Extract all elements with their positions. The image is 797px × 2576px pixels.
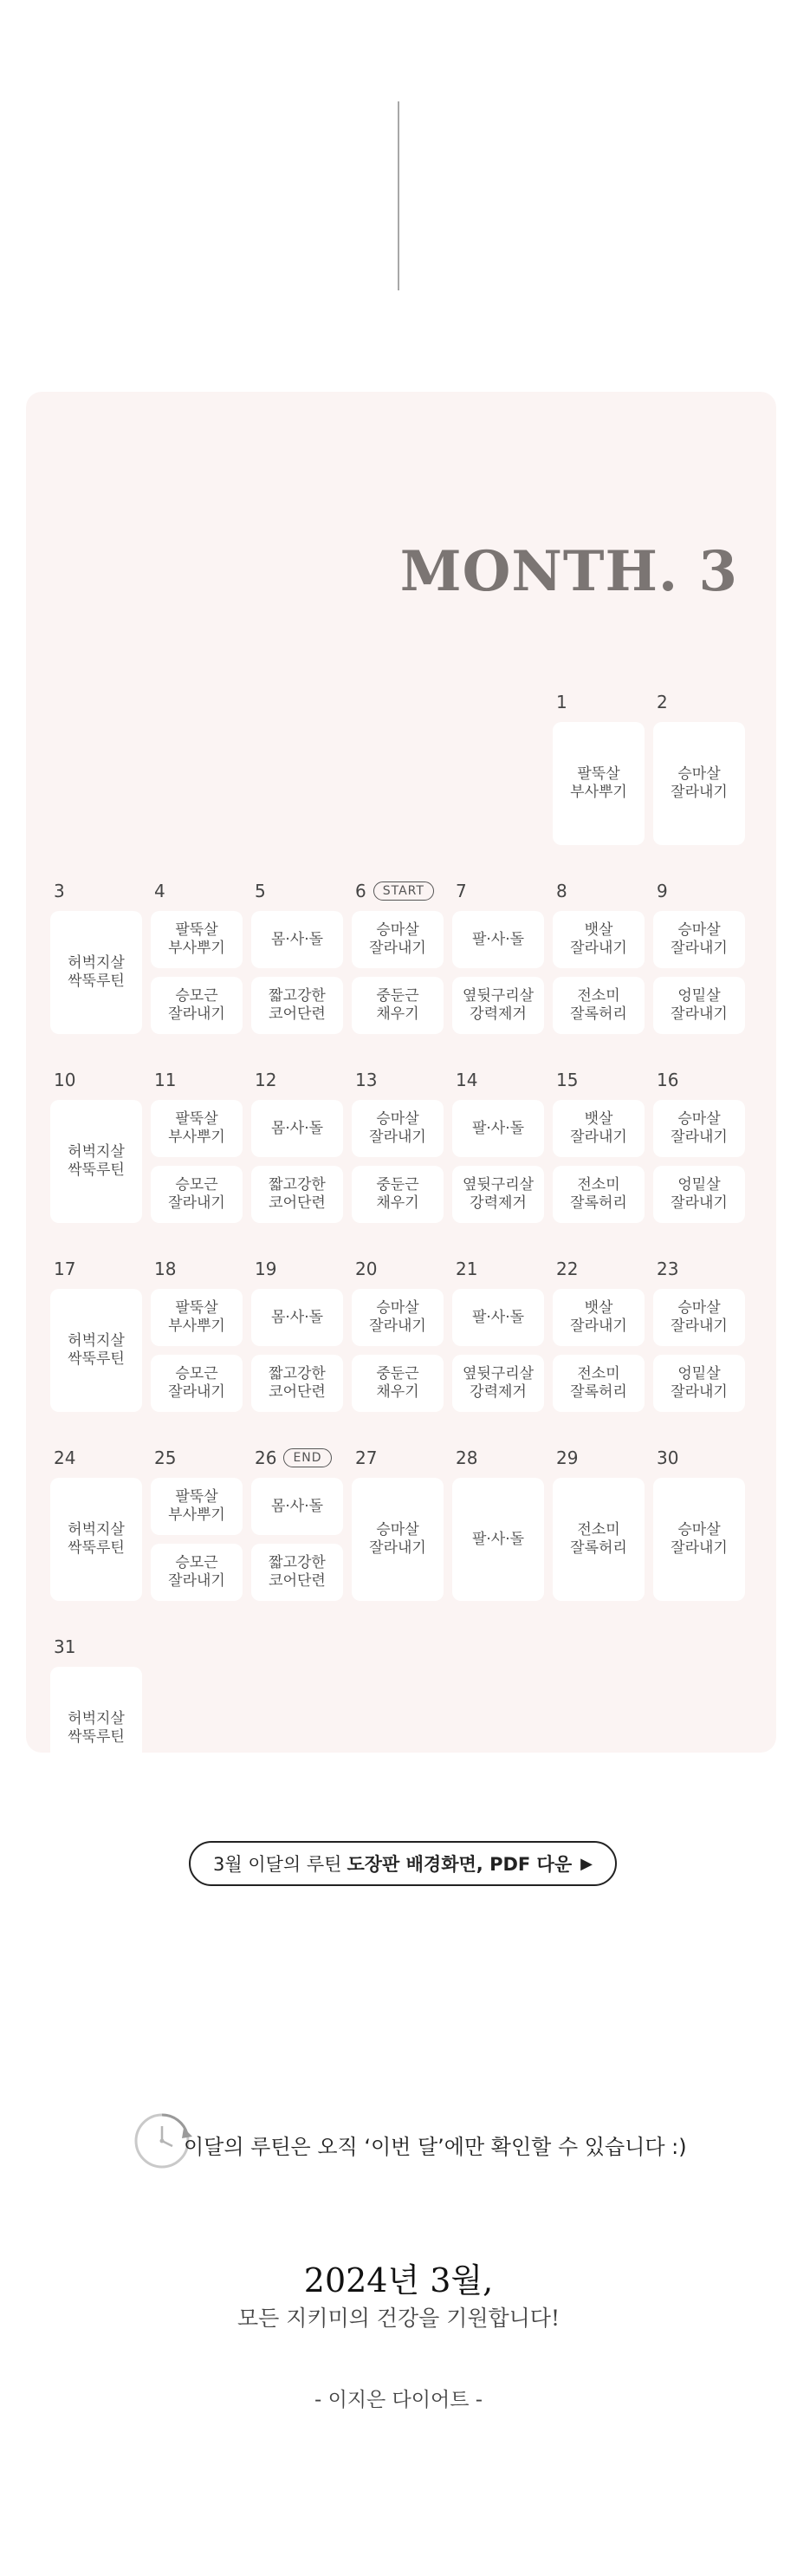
routine-cell xyxy=(352,911,444,968)
routine-label: 몸·사·돌 xyxy=(270,1119,324,1137)
routine-cell xyxy=(452,1166,544,1223)
routine-label: 몸·사·돌 xyxy=(270,1308,324,1326)
day-number xyxy=(556,1445,578,1471)
day-number xyxy=(255,878,266,904)
day-number xyxy=(657,689,668,715)
signature: - 이지은 다이어트 - xyxy=(314,2389,483,2411)
day-number xyxy=(657,878,668,904)
routine-cell xyxy=(352,1289,444,1346)
routine-cell xyxy=(553,1100,645,1157)
notice-text: 이달의 루틴은 오직 ‘이번 달’에만 확인할 수 있습니다 :) xyxy=(184,2135,687,2159)
routine-cell xyxy=(50,1478,142,1601)
routine-cell xyxy=(653,1166,745,1223)
day-number-text: 29 xyxy=(556,1447,579,1468)
day-number xyxy=(255,1256,276,1282)
routine-cell xyxy=(452,1289,544,1346)
day-number-text: 14 xyxy=(456,1070,478,1090)
start-badge: START xyxy=(373,881,434,901)
routine-label: 팔·사·돌 xyxy=(471,1530,525,1548)
routine-cell xyxy=(452,1478,544,1601)
day-number-text: 9 xyxy=(657,881,668,901)
day-number-text: 17 xyxy=(54,1259,76,1279)
day-number-text: 15 xyxy=(556,1070,579,1090)
routine-label: 승마살 잘라내기 xyxy=(671,1110,728,1146)
routine-cell xyxy=(352,1355,444,1412)
routine-cell xyxy=(251,1100,343,1157)
routine-label: 승모근 잘라내기 xyxy=(168,1365,225,1401)
routine-label: 옆뒷구리살 강력제거 xyxy=(462,1365,535,1401)
day-number-text: 21 xyxy=(456,1259,478,1279)
day-number xyxy=(355,1256,377,1282)
day-number-text: 16 xyxy=(657,1070,679,1090)
routine-label: 승마살 잘라내기 xyxy=(671,921,728,957)
day-number-text: 10 xyxy=(54,1070,76,1090)
day-number xyxy=(556,1256,578,1282)
routine-cell xyxy=(151,1100,243,1157)
day-number-text: 25 xyxy=(154,1447,177,1468)
day-number xyxy=(154,1445,176,1471)
routine-cell xyxy=(553,722,645,845)
day-number xyxy=(355,1445,377,1471)
routine-cell xyxy=(553,977,645,1034)
day-number-text: 3 xyxy=(54,881,65,901)
routine-cell xyxy=(151,911,243,968)
day-number xyxy=(154,878,165,904)
routine-label: 엉밑살 잘라내기 xyxy=(671,1365,728,1401)
day-number-text: 18 xyxy=(154,1259,177,1279)
day-number-text: 30 xyxy=(657,1447,679,1468)
day-number xyxy=(657,1256,678,1282)
routine-label: 승마살 잘라내기 xyxy=(671,1521,728,1557)
download-button[interactable] xyxy=(189,1841,617,1886)
routine-cell xyxy=(151,1544,243,1601)
download-prefix: 3월 이달의 루틴 xyxy=(213,1854,342,1875)
routine-cell xyxy=(653,1478,745,1601)
routine-cell xyxy=(553,1355,645,1412)
day-number xyxy=(255,1067,276,1093)
day-number-text: 1 xyxy=(556,692,567,712)
routine-cell xyxy=(653,911,745,968)
routine-label: 승마살 잘라내기 xyxy=(671,765,728,801)
routine-label: 옆뒷구리살 강력제거 xyxy=(462,987,535,1023)
routine-label: 뱃살 잘라내기 xyxy=(570,1110,627,1146)
day-number-text: 24 xyxy=(54,1447,76,1468)
closing-subtitle: 모든 지키미의 건강을 기원합니다! xyxy=(237,2306,560,2331)
routine-label: 전소미 잘록허리 xyxy=(570,1365,627,1401)
day-number xyxy=(657,1067,678,1093)
routine-cell xyxy=(553,1478,645,1601)
month-title: MONTH. 3 xyxy=(399,539,738,604)
routine-label: 팔뚝살 부사뿌기 xyxy=(168,1488,225,1524)
routine-cell xyxy=(251,1544,343,1601)
day-number-text: 28 xyxy=(456,1447,478,1468)
day-number xyxy=(54,1067,75,1093)
routine-label: 몸·사·돌 xyxy=(270,930,324,948)
routine-label: 중둔근 채우기 xyxy=(376,987,419,1023)
routine-label: 허벅지살 싹뚝루틴 xyxy=(68,1143,125,1179)
calendar-panel xyxy=(26,392,776,1753)
day-number-text: 26 xyxy=(255,1447,277,1468)
routine-label: 중둔근 채우기 xyxy=(376,1176,419,1212)
day-number xyxy=(154,1067,176,1093)
routine-cell xyxy=(50,1100,142,1223)
routine-label: 옆뒷구리살 강력제거 xyxy=(462,1176,535,1212)
routine-label: 엉밑살 잘라내기 xyxy=(671,1176,728,1212)
routine-cell xyxy=(553,911,645,968)
routine-label: 승마살 잘라내기 xyxy=(369,921,426,957)
day-number-text: 4 xyxy=(154,881,165,901)
day-number-text: 20 xyxy=(355,1259,378,1279)
routine-label: 팔·사·돌 xyxy=(471,930,525,948)
day-number-text: 13 xyxy=(355,1070,378,1090)
routine-cell xyxy=(653,977,745,1034)
routine-cell xyxy=(553,1289,645,1346)
routine-cell xyxy=(653,1355,745,1412)
day-number-text: 27 xyxy=(355,1447,378,1468)
divider-line xyxy=(398,101,399,290)
day-number xyxy=(456,1256,477,1282)
day-number xyxy=(556,878,567,904)
day-number xyxy=(54,1445,75,1471)
day-number-text: 7 xyxy=(456,881,467,901)
day-number-text: 23 xyxy=(657,1259,679,1279)
routine-label: 뱃살 잘라내기 xyxy=(570,921,627,957)
day-number xyxy=(456,1445,477,1471)
day-number-text: 19 xyxy=(255,1259,277,1279)
routine-label: 짧고강한 코어단련 xyxy=(269,1554,326,1590)
routine-cell xyxy=(251,1166,343,1223)
routine-cell xyxy=(352,977,444,1034)
routine-label: 뱃살 잘라내기 xyxy=(570,1299,627,1335)
routine-cell xyxy=(151,1166,243,1223)
routine-cell xyxy=(251,977,343,1034)
day-number-text: 22 xyxy=(556,1259,579,1279)
day-number xyxy=(154,1256,176,1282)
day-number xyxy=(657,1445,678,1471)
routine-label: 엉밑살 잘라내기 xyxy=(671,987,728,1023)
routine-label: 승마살 잘라내기 xyxy=(369,1110,426,1146)
day-number xyxy=(355,1067,377,1093)
routine-label: 허벅지살 싹뚝루틴 xyxy=(68,1332,125,1368)
routine-cell xyxy=(452,911,544,968)
routine-cell xyxy=(151,977,243,1034)
day-number-text: 5 xyxy=(255,881,266,901)
routine-label: 승모근 잘라내기 xyxy=(168,1176,225,1212)
routine-cell xyxy=(251,1289,343,1346)
routine-cell xyxy=(151,1478,243,1535)
routine-label: 중둔근 채우기 xyxy=(376,1365,419,1401)
routine-label: 승마살 잘라내기 xyxy=(671,1299,728,1335)
day-number-text: 31 xyxy=(54,1636,76,1657)
routine-cell xyxy=(352,1478,444,1601)
routine-cell xyxy=(653,722,745,845)
routine-cell xyxy=(151,1289,243,1346)
routine-label: 팔뚝살 부사뿌기 xyxy=(570,765,627,801)
day-number-text: 8 xyxy=(556,881,567,901)
routine-label: 짧고강한 코어단련 xyxy=(269,1176,326,1212)
routine-label: 전소미 잘록허리 xyxy=(570,1521,627,1557)
day-number-text: 11 xyxy=(154,1070,177,1090)
routine-label: 승모근 잘라내기 xyxy=(168,987,225,1023)
day-number-text: 6 xyxy=(355,881,366,901)
routine-cell xyxy=(251,1478,343,1535)
routine-label: 허벅지살 싹뚝루틴 xyxy=(68,1521,125,1557)
routine-label: 팔뚝살 부사뿌기 xyxy=(168,1110,225,1146)
routine-label: 허벅지살 싹뚝루틴 xyxy=(68,954,125,990)
routine-cell xyxy=(553,1166,645,1223)
routine-cell xyxy=(653,1289,745,1346)
calendar-grid xyxy=(50,689,755,1823)
routine-label: 짧고강한 코어단련 xyxy=(269,1365,326,1401)
routine-label: 승마살 잘라내기 xyxy=(369,1299,426,1335)
closing-title: 2024년 3월, xyxy=(303,2261,494,2300)
day-number xyxy=(355,878,434,904)
routine-label: 전소미 잘록허리 xyxy=(570,987,627,1023)
routine-label: 팔·사·돌 xyxy=(471,1308,525,1326)
day-number xyxy=(54,1256,75,1282)
routine-label: 승마살 잘라내기 xyxy=(369,1521,426,1557)
routine-cell xyxy=(50,911,142,1034)
routine-cell xyxy=(452,1355,544,1412)
routine-cell xyxy=(251,911,343,968)
day-number xyxy=(255,1445,332,1471)
day-number xyxy=(54,1634,75,1660)
routine-label: 몸·사·돌 xyxy=(270,1497,324,1515)
routine-cell xyxy=(452,977,544,1034)
day-number xyxy=(456,1067,477,1093)
end-badge: END xyxy=(283,1448,331,1467)
routine-cell xyxy=(653,1100,745,1157)
routine-cell xyxy=(352,1166,444,1223)
day-number-text: 12 xyxy=(255,1070,277,1090)
play-arrow-icon: ▶ xyxy=(580,1854,593,1873)
day-number xyxy=(556,1067,578,1093)
routine-cell xyxy=(151,1355,243,1412)
routine-label: 짧고강한 코어단련 xyxy=(269,987,326,1023)
routine-cell xyxy=(50,1289,142,1412)
day-number xyxy=(556,689,567,715)
day-number xyxy=(456,878,467,904)
routine-cell xyxy=(352,1100,444,1157)
routine-label: 팔뚝살 부사뿌기 xyxy=(168,1299,225,1335)
routine-label: 승모근 잘라내기 xyxy=(168,1554,225,1590)
routine-label: 허벅지살 싹뚝루틴 xyxy=(68,1710,125,1746)
routine-label: 전소미 잘록허리 xyxy=(570,1176,627,1212)
routine-cell xyxy=(50,1667,142,1790)
routine-label: 팔·사·돌 xyxy=(471,1119,525,1137)
day-number xyxy=(54,878,65,904)
download-label: 도장판 배경화면, PDF 다운 xyxy=(347,1854,573,1875)
day-number-text: 2 xyxy=(657,692,668,712)
routine-cell xyxy=(452,1100,544,1157)
routine-label: 팔뚝살 부사뿌기 xyxy=(168,921,225,957)
routine-cell xyxy=(251,1355,343,1412)
